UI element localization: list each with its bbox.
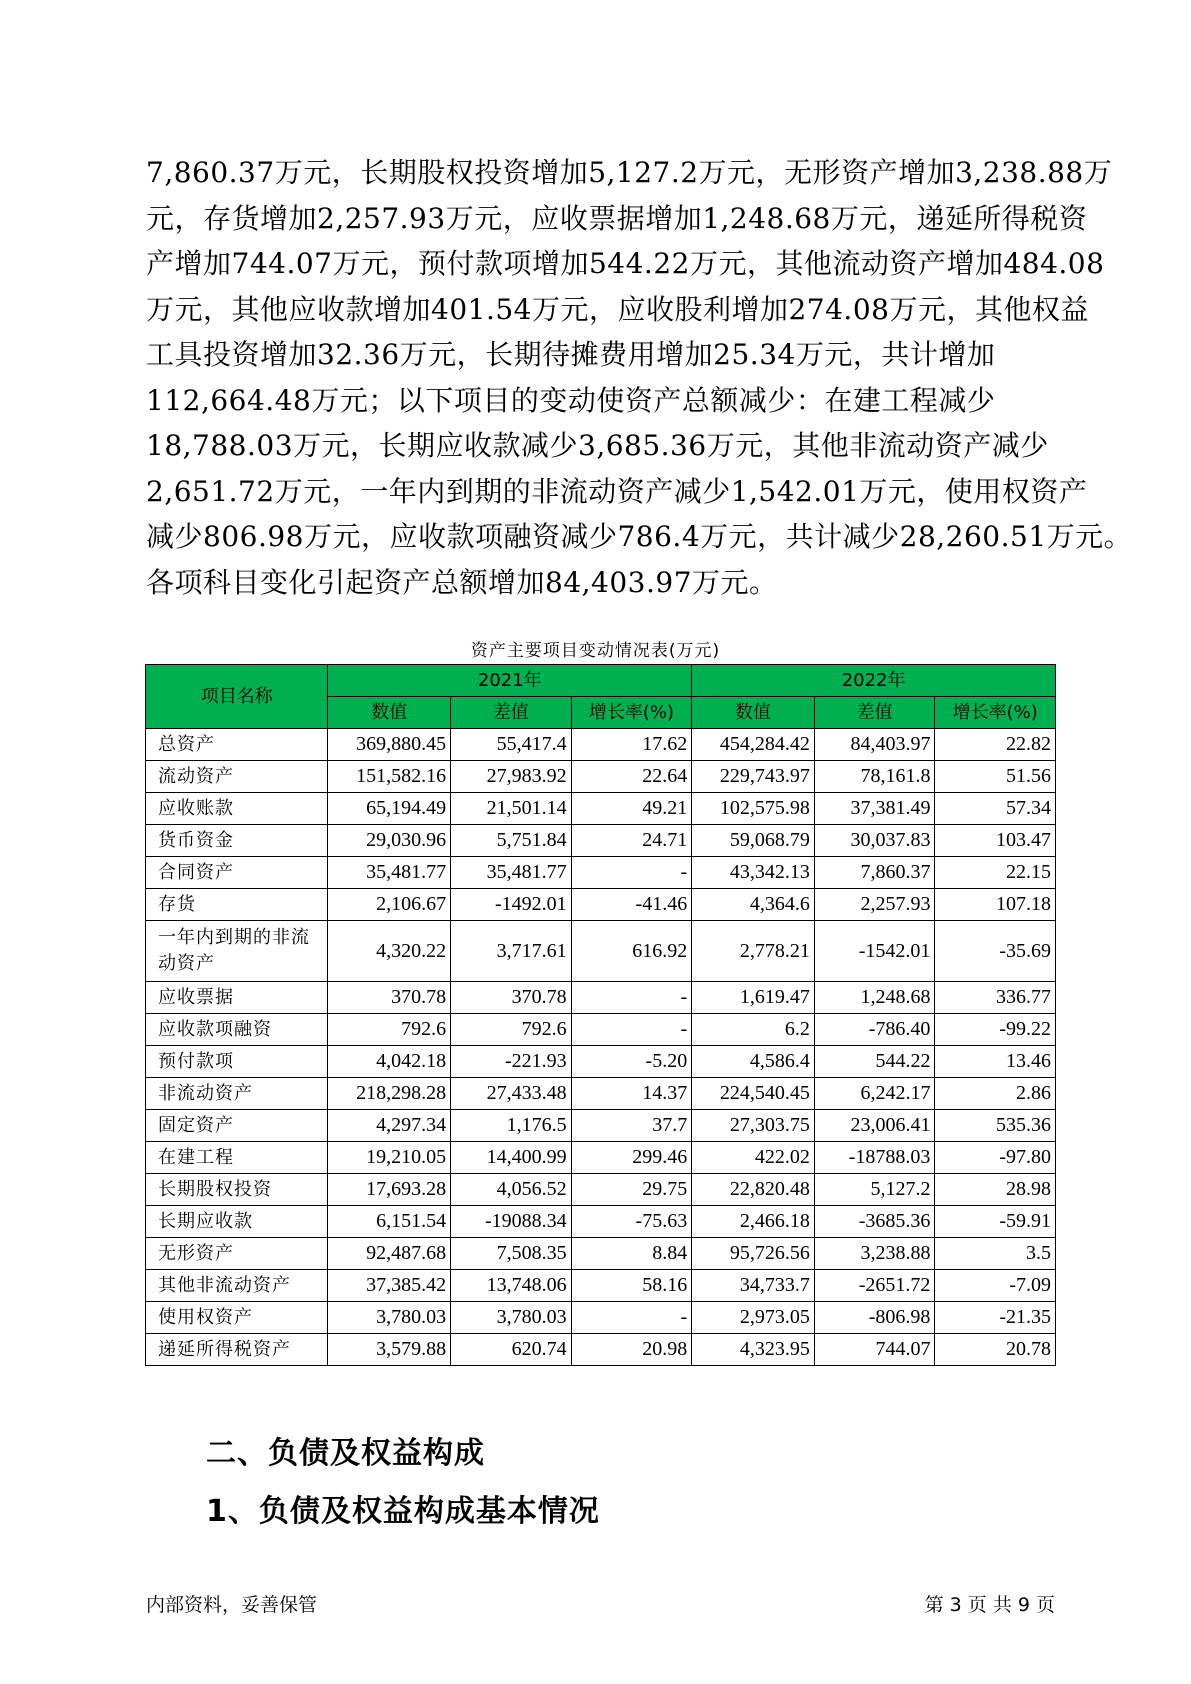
paragraph-line: 元，存货增加2,257.93万元，应收票据增加1,248.68万元，递延所得税资 (146, 201, 1088, 235)
row-cell-d1: 5,751.84 (451, 825, 572, 857)
row-cell-v2: 224,540.45 (692, 1078, 815, 1110)
row-cell-v1: 92,487.68 (328, 1238, 451, 1270)
row-cell-v1: 35,481.77 (328, 857, 451, 889)
row-cell-v1: 369,880.45 (328, 729, 451, 761)
table-row (146, 729, 1056, 761)
row-cell-r1: -41.46 (571, 889, 692, 921)
subheader-diff-2021: 差值 (451, 697, 572, 729)
row-cell-r2: -7.09 (935, 1270, 1056, 1302)
row-cell-r2: 13.46 (935, 1046, 1056, 1078)
subheader-rate-2022: 增长率(%) (935, 697, 1056, 729)
row-cell-d2: -1542.01 (814, 921, 935, 982)
row-cell-d1: -221.93 (451, 1046, 572, 1078)
row-cell-r2: 336.77 (935, 982, 1056, 1014)
row-item-name: 长期股权投资 (146, 1174, 328, 1206)
row-item-name: 无形资产 (146, 1238, 328, 1270)
row-cell-r2: 535.36 (935, 1110, 1056, 1142)
table-row (146, 1334, 1056, 1366)
row-cell-v1: 218,298.28 (328, 1078, 451, 1110)
table-row (146, 761, 1056, 793)
subheader-diff-2022: 差值 (814, 697, 935, 729)
row-item-name: 递延所得税资产 (146, 1334, 328, 1366)
row-cell-d2: 23,006.41 (814, 1110, 935, 1142)
row-item-name: 使用权资产 (146, 1302, 328, 1334)
row-item-name: 非流动资产 (146, 1078, 328, 1110)
row-cell-v2: 4,364.6 (692, 889, 815, 921)
row-cell-v1: 19,210.05 (328, 1142, 451, 1174)
row-item-name: 应收票据 (146, 982, 328, 1014)
row-cell-r1: 17.62 (571, 729, 692, 761)
row-cell-r2: 22.15 (935, 857, 1056, 889)
row-cell-d2: 1,248.68 (814, 982, 935, 1014)
row-cell-v1: 2,106.67 (328, 889, 451, 921)
row-item-name: 合同资产 (146, 857, 328, 889)
row-cell-r2: 3.5 (935, 1238, 1056, 1270)
row-cell-d1: 27,983.92 (451, 761, 572, 793)
row-cell-v2: 22,820.48 (692, 1174, 815, 1206)
paragraph-line: 减少806.98万元，应收款项融资减少786.4万元，共计减少28,260.51万元。 (146, 520, 1133, 553)
row-cell-r1: -5.20 (571, 1046, 692, 1078)
section-heading: 二、负债及权益构成 (206, 1436, 485, 1471)
table-row (146, 1238, 1056, 1270)
footer-note: 内部资料，妥善保管 (146, 1594, 318, 1616)
row-cell-r2: 57.34 (935, 793, 1056, 825)
row-cell-d1: 7,508.35 (451, 1238, 572, 1270)
row-cell-d2: 3,238.88 (814, 1238, 935, 1270)
subheader-value-2021: 数值 (328, 697, 451, 729)
row-cell-d2: 6,242.17 (814, 1078, 935, 1110)
table-row (146, 1142, 1056, 1174)
row-cell-v2: 95,726.56 (692, 1238, 815, 1270)
paragraph-line: 各项科目变化引起资产总额增加84,403.97万元。 (146, 565, 778, 599)
row-cell-d1: -19088.34 (451, 1206, 572, 1238)
row-cell-v1: 37,385.42 (328, 1270, 451, 1302)
table-row (146, 1078, 1056, 1110)
row-cell-r2: 2.86 (935, 1078, 1056, 1110)
row-cell-d1: 620.74 (451, 1334, 572, 1366)
row-cell-r2: 20.78 (935, 1334, 1056, 1366)
table-row (146, 1302, 1056, 1334)
row-cell-r2: 51.56 (935, 761, 1056, 793)
row-cell-d1: 792.6 (451, 1014, 572, 1046)
row-cell-d1: 3,717.61 (451, 921, 572, 982)
row-cell-d2: -18788.03 (814, 1142, 935, 1174)
row-cell-v2: 4,323.95 (692, 1334, 815, 1366)
row-cell-v1: 792.6 (328, 1014, 451, 1046)
subheader-rate-2021: 增长率(%) (571, 697, 692, 729)
row-cell-r1: 37.7 (571, 1110, 692, 1142)
row-cell-v1: 151,582.16 (328, 761, 451, 793)
row-cell-d2: -786.40 (814, 1014, 935, 1046)
row-item-name: 应收款项融资 (146, 1014, 328, 1046)
row-cell-v1: 370.78 (328, 982, 451, 1014)
row-cell-r2: -35.69 (935, 921, 1056, 982)
row-cell-d2: -2651.72 (814, 1270, 935, 1302)
row-cell-d1: 27,433.48 (451, 1078, 572, 1110)
row-item-name: 存货 (146, 889, 328, 921)
paragraph-line: 万元，其他应收款增加401.54万元，应收股利增加274.08万元，其他权益 (146, 292, 1089, 326)
row-cell-v2: 34,733.7 (692, 1270, 815, 1302)
row-cell-v2: 43,342.13 (692, 857, 815, 889)
row-cell-r1: 22.64 (571, 761, 692, 793)
row-cell-r2: 103.47 (935, 825, 1056, 857)
row-cell-d1: 21,501.14 (451, 793, 572, 825)
row-cell-v1: 4,042.18 (328, 1046, 451, 1078)
row-cell-r1: 49.21 (571, 793, 692, 825)
row-cell-r1: -75.63 (571, 1206, 692, 1238)
row-cell-d1: 370.78 (451, 982, 572, 1014)
paragraph-line: 18,788.03万元，长期应收款减少3,685.36万元，其他非流动资产减少 (146, 429, 1049, 462)
row-cell-v2: 2,973.05 (692, 1302, 815, 1334)
row-cell-d1: 13,748.06 (451, 1270, 572, 1302)
row-cell-d1: -1492.01 (451, 889, 572, 921)
header-item-name: 项目名称 (146, 665, 328, 729)
row-cell-v1: 65,194.49 (328, 793, 451, 825)
row-cell-v2: 2,466.18 (692, 1206, 815, 1238)
table-row (146, 1014, 1056, 1046)
table-row (146, 1110, 1056, 1142)
table-row (146, 1174, 1056, 1206)
row-cell-d1: 35,481.77 (451, 857, 572, 889)
body-paragraph (146, 150, 1133, 605)
row-item-name: 货币资金 (146, 825, 328, 857)
paragraph-line: 2,651.72万元，一年内到期的非流动资产减少1,542.01万元，使用权资产 (146, 474, 1088, 508)
row-item-name: 应收账款 (146, 793, 328, 825)
row-cell-r2: -97.80 (935, 1142, 1056, 1174)
table-row (146, 825, 1056, 857)
table-body (146, 729, 1056, 1366)
row-cell-v2: 59,068.79 (692, 825, 815, 857)
row-cell-d2: 544.22 (814, 1046, 935, 1078)
row-cell-v2: 422.02 (692, 1142, 815, 1174)
row-item-name: 长期应收款 (146, 1206, 328, 1238)
row-cell-d2: 5,127.2 (814, 1174, 935, 1206)
row-cell-r1: 8.84 (571, 1238, 692, 1270)
table-row (146, 982, 1056, 1014)
row-item-name: 预付款项 (146, 1046, 328, 1078)
row-cell-r1: - (571, 1014, 692, 1046)
row-cell-v1: 6,151.54 (328, 1206, 451, 1238)
row-cell-r1: 24.71 (571, 825, 692, 857)
subheader-value-2022: 数值 (692, 697, 815, 729)
row-cell-r1: 14.37 (571, 1078, 692, 1110)
row-cell-d2: 7,860.37 (814, 857, 935, 889)
row-cell-v1: 4,320.22 (328, 921, 451, 982)
row-cell-v2: 4,586.4 (692, 1046, 815, 1078)
row-cell-d2: 78,161.8 (814, 761, 935, 793)
row-cell-r2: 28.98 (935, 1174, 1056, 1206)
table-row (146, 793, 1056, 825)
row-cell-d2: 30,037.83 (814, 825, 935, 857)
row-cell-v1: 3,780.03 (328, 1302, 451, 1334)
row-cell-d2: 744.07 (814, 1334, 935, 1366)
row-cell-r1: 299.46 (571, 1142, 692, 1174)
row-cell-v2: 1,619.47 (692, 982, 815, 1014)
row-cell-v2: 27,303.75 (692, 1110, 815, 1142)
row-item-name: 其他非流动资产 (146, 1270, 328, 1302)
row-cell-r1: - (571, 857, 692, 889)
table-row (146, 1046, 1056, 1078)
row-cell-v1: 4,297.34 (328, 1110, 451, 1142)
asset-change-table (145, 664, 1056, 1366)
row-item-name: 固定资产 (146, 1110, 328, 1142)
row-cell-d2: -3685.36 (814, 1206, 935, 1238)
row-cell-v2: 2,778.21 (692, 921, 815, 982)
row-cell-d2: -806.98 (814, 1302, 935, 1334)
row-cell-r2: -59.91 (935, 1206, 1056, 1238)
row-cell-r1: 29.75 (571, 1174, 692, 1206)
row-cell-d1: 4,056.52 (451, 1174, 572, 1206)
paragraph-line: 工具投资增加32.36万元，长期待摊费用增加25.34万元，共计增加 (146, 338, 996, 371)
row-cell-d1: 1,176.5 (451, 1110, 572, 1142)
table-row (146, 857, 1056, 889)
table-row (146, 889, 1056, 921)
row-cell-r2: 22.82 (935, 729, 1056, 761)
row-item-name: 一年内到期的非流动资产 (146, 921, 328, 982)
header-year-2022: 2022年 (692, 665, 1056, 697)
page-number: 第 3 页 共 9 页 (924, 1594, 1055, 1616)
row-cell-r2: 107.18 (935, 889, 1056, 921)
row-cell-r1: - (571, 982, 692, 1014)
row-cell-r1: 58.16 (571, 1270, 692, 1302)
row-cell-d1: 14,400.99 (451, 1142, 572, 1174)
row-item-name: 总资产 (146, 729, 328, 761)
header-year-2021: 2021年 (328, 665, 692, 697)
paragraph-line: 112,664.48万元；以下项目的变动使资产总额减少：在建工程减少 (146, 383, 996, 417)
row-cell-v2: 229,743.97 (692, 761, 815, 793)
row-cell-d2: 2,257.93 (814, 889, 935, 921)
row-cell-v1: 29,030.96 (328, 825, 451, 857)
row-cell-d2: 84,403.97 (814, 729, 935, 761)
row-cell-v2: 454,284.42 (692, 729, 815, 761)
table-row (146, 1270, 1056, 1302)
row-item-name: 在建工程 (146, 1142, 328, 1174)
row-cell-r1: 616.92 (571, 921, 692, 982)
row-cell-v1: 3,579.88 (328, 1334, 451, 1366)
table-row (146, 1206, 1056, 1238)
subsection-heading: 1、负债及权益构成基本情况 (206, 1494, 600, 1529)
row-cell-r2: -99.22 (935, 1014, 1056, 1046)
row-cell-v2: 6.2 (692, 1014, 815, 1046)
table-row (146, 921, 1056, 982)
row-cell-d1: 3,780.03 (451, 1302, 572, 1334)
row-cell-r1: 20.98 (571, 1334, 692, 1366)
paragraph-line: 7,860.37万元，长期股权投资增加5,127.2万元，无形资产增加3,238.88万 (146, 156, 1113, 189)
row-cell-r2: -21.35 (935, 1302, 1056, 1334)
table-caption: 资产主要项目变动情况表(万元) (470, 641, 721, 661)
row-cell-r1: - (571, 1302, 692, 1334)
row-cell-v2: 102,575.98 (692, 793, 815, 825)
paragraph-line: 产增加744.07万元，预付款项增加544.22万元，其他流动资产增加484.08 (146, 247, 1105, 280)
row-item-name: 流动资产 (146, 761, 328, 793)
row-cell-v1: 17,693.28 (328, 1174, 451, 1206)
row-cell-d1: 55,417.4 (451, 729, 572, 761)
row-cell-d2: 37,381.49 (814, 793, 935, 825)
